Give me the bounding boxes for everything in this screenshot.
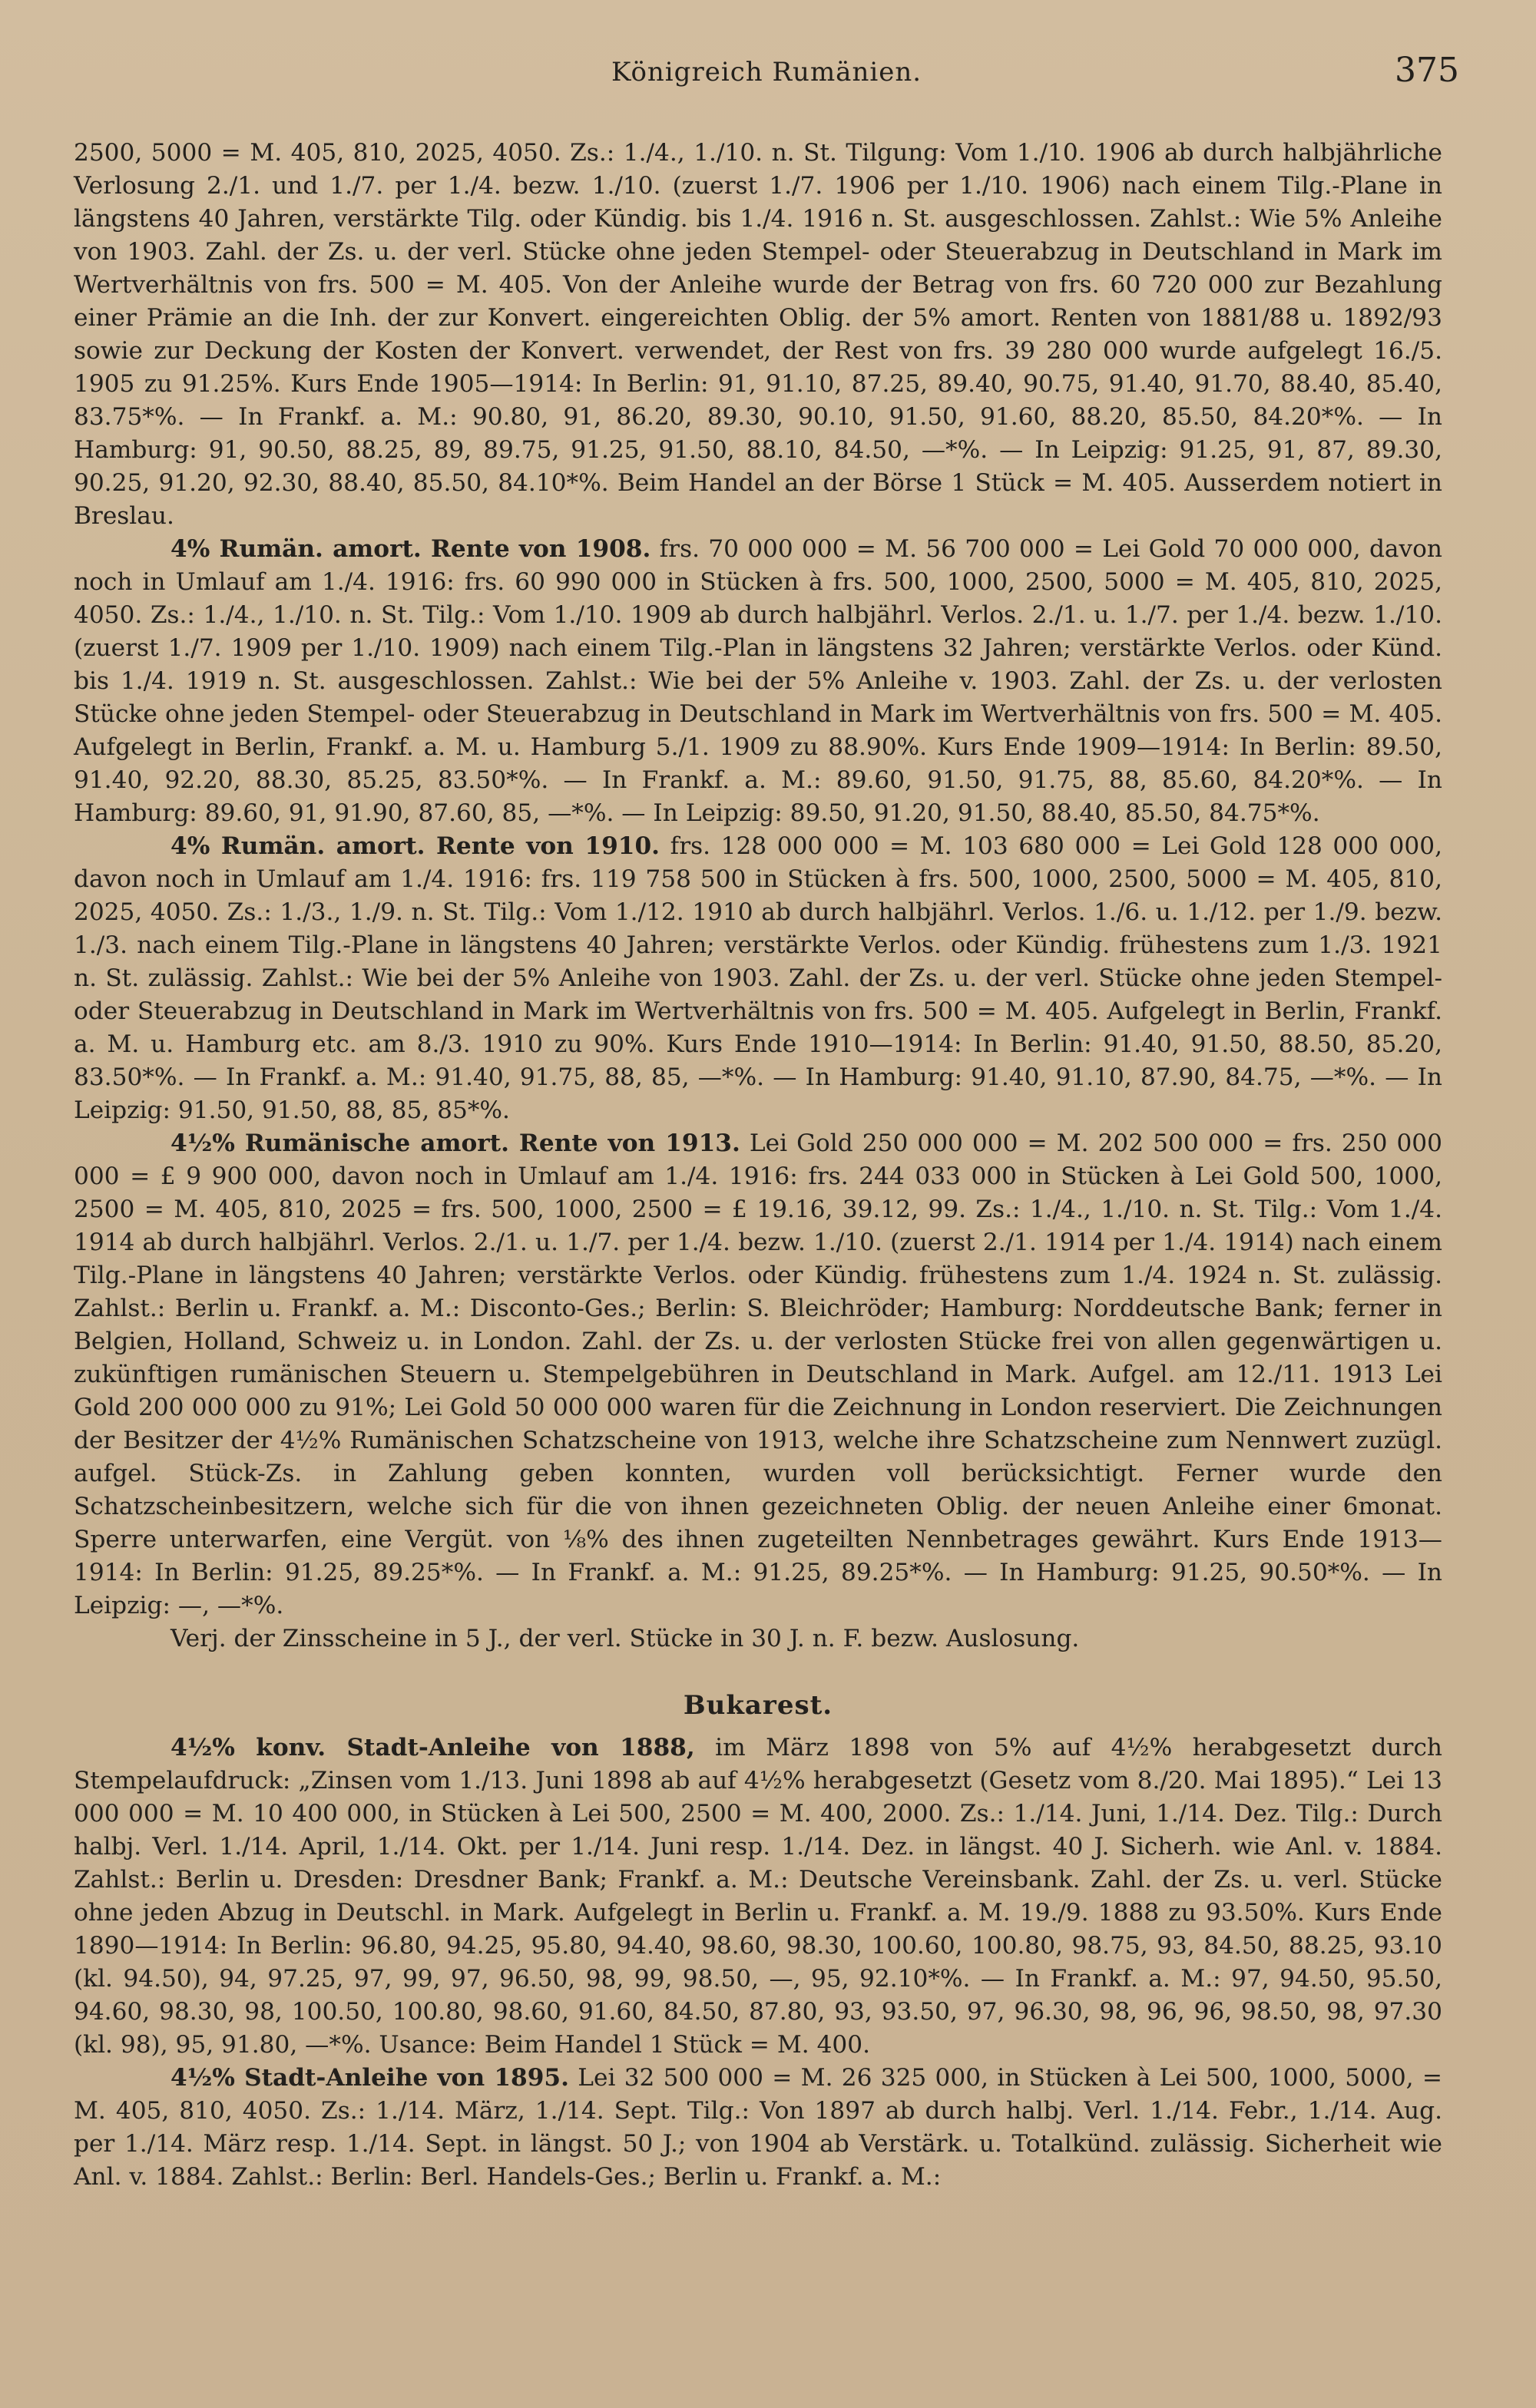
- entry-text: frs. 128 000 000 = M. 103 680 000 = Lei Gold 128 000 000, davon noch in Umlauf am 1./4. 1916: frs. 119 758 500 in Stücken à frs. 500, 1000, 2500, 5000 = M. 405, 810, 2025, 4050. Zs.: 1./3., 1./9. n. St. Tilg.: Vom 1./12. 1910 ab durch halbjährl. Verlos. 1./6. u. 1./12. per 1./9. bezw. 1./3. nach einem Tilg.-Plane in längstens 40 Jahren; verstärkte Verlos. oder Kündig. frühestens zum 1./3. 1921 n. St. zulässig. Zahlst.: Wie bei der 5% Anleihe von 1903. Zahl. der Zs. u. der verl. Stücke ohne jeden Stempel- oder Steuerabzug in Deutschland in Mark im Wertverhältnis von frs. 500 = M. 405. Aufgelegt in Berlin, Frankf. a. M. u. Hamburg etc. am 8./3. 1910 zu 90%. Kurs Ende 1910—1914: In Berlin: 91.40, 91.50, 88.50, 85.20, 83.50*%. — In Frankf. a. M.: 91.40, 91.75, 88, 85, —*%. — In Hamburg: 91.40, 91.10, 87.90, 84.75, —*%. — In Leipzig: 91.50, 91.50, 88, 85, 85*%.: [74, 832, 1442, 1124]
- entry-title: 4½% Stadt-Anleihe von 1895.: [170, 2064, 569, 2092]
- entry-title: 4½% konv. Stadt-Anleihe von 1888,: [170, 1734, 695, 1761]
- entry-text: Lei 32 500 000 = M. 26 325 000, in Stücken à Lei 500, 1000, 5000, = M. 405, 810, 4050. Zs.: 1./14. März, 1./14. Sept. Tilg.: Von 1897 ab durch halbj. Verl. 1./14. Febr., 1./14. Aug. per 1./14. März resp. 1./14. Sept. in längst. 50 J.; von 1904 ab Verstärk. u. Totalkünd. zulässig. Sicherheit wie Anl. v. 1884. Zahlst.: Berlin: Berl. Handels-Ges.; Berlin u. Frankf. a. M.:: [74, 2064, 1442, 2191]
- entry-title: 4½% Rumänische amort. Rente von 1913.: [170, 1130, 740, 1157]
- entry-text: Lei Gold 250 000 000 = M. 202 500 000 = frs. 250 000 000 = £ 9 900 000, davon noch in Umlauf am 1./4. 1916: frs. 244 033 000 in Stücken à Lei Gold 500, 1000, 2500 = M. 405, 810, 2025 = frs. 500, 1000, 2500 = £ 19.16, 39.12, 99. Zs.: 1./4., 1./10. n. St. Tilg.: Vom 1./4. 1914 ab durch halbjährl. Verlos. 2./1. u. 1./7. per 1./4. bezw. 1./10. (zuerst 2./1. 1914 per 1./4. 1914) nach einem Tilg.-Plane in längstens 40 Jahren; verstärkte Verlos. oder Kündig. frühestens zum 1./4. 1924 n. St. zulässig. Zahlst.: Berlin u. Frankf. a. M.: Disconto-Ges.; Berlin: S. Bleichröder; Hamburg: Norddeutsche Bank; ferner in Belgien, Holland, Schweiz u. in London. Zahl. der Zs. u. der verlosten Stücke frei von allen gegenwärtigen u. zukünftigen rumänischen Steuern u. Stempelgebühren in Deutschland in Mark. Aufgel. am 12./11. 1913 Lei Gold 200 000 000 zu 91%; Lei Gold 50 000 000 waren für die Zeichnung in London reserviert. Die Zeichnungen der Besitzer der 4½% Rumänischen Schatzscheine von 1913, welche ihre Schatzscheine zum Nennwert zuzügl. aufgel. Stück-Zs. in Zahlung geben konnten, wurden voll berücksichtigt. Ferner wurde den Schatzscheinbesitzern, welche sich für die von ihnen gezeichneten Oblig. der neuen Anleihe einer 6monat. Sperre unterwarfen, eine Vergüt. von ⅛% des ihnen zugeteilten Nennbetrages gewährt. Kurs Ende 1913—1914: In Berlin: 91.25, 89.25*%. — In Frankf. a. M.: 91.25, 89.25*%. — In Hamburg: 91.25, 90.50*%. — In Leipzig: —, —*%.: [74, 1130, 1442, 1619]
- page-body: [74, 137, 1442, 2194]
- page-number: 375: [1395, 51, 1459, 90]
- loan-entry-1913-note: Verj. der Zinsscheine in 5 J., der verl. Stücke in 30 J. n. F. bezw. Auslosung.: [170, 1625, 1080, 1652]
- entry-title: 4% Rumän. amort. Rente von 1908.: [170, 535, 651, 563]
- entry-title: 4% Rumän. amort. Rente von 1910.: [170, 832, 660, 860]
- page-header: [74, 51, 1459, 97]
- loan-entry-1910: [74, 830, 1442, 1127]
- loan-entry-1908: [74, 533, 1442, 830]
- running-title: Königreich Rumänien.: [611, 57, 922, 88]
- bukarest-entry-1895: [74, 2062, 1442, 2194]
- entry-text: im März 1898 von 5% auf 4½% herabgesetzt durch Stempelaufdruck: „Zinsen vom 1./13. Juni 1898 ab auf 4½% herabgesetzt (Gesetz vom 8./20. Mai 1895).“ Lei 13 000 000 = M. 10 400 000, in Stücken à Lei 500, 2500 = M. 400, 2000. Zs.: 1./14. Juni, 1./14. Dez. Tilg.: Durch halbj. Verl. 1./14. April, 1./14. Okt. per 1./14. Juni resp. 1./14. Dez. in längst. 40 J. Sicherh. wie Anl. v. 1884. Zahlst.: Berlin u. Dresden: Dresdner Bank; Frankf. a. M.: Deutsche Vereinsbank. Zahl. der Zs. u. verl. Stücke ohne jeden Abzug in Deutschl. in Mark. Aufgelegt in Berlin u. Frankf. a. M. 19./9. 1888 zu 93.50%. Kurs Ende 1890—1914: In Berlin: 96.80, 94.25, 95.80, 94.40, 98.60, 98.30, 100.60, 100.80, 98.75, 93, 84.50, 88.25, 93.10 (kl. 94.50), 94, 97.25, 97, 99, 97, 96.50, 98, 99, 98.50, —, 95, 92.10*%. — In Frankf. a. M.: 97, 94.50, 95.50, 94.60, 98.30, 98, 100.50, 100.80, 98.60, 91.60, 84.50, 87.80, 93, 93.50, 97, 96.30, 98, 96, 96, 98.50, 98, 97.30 (kl. 98), 95, 91.80, —*%. Usance: Beim Handel 1 Stück = M. 400.: [74, 1734, 1442, 2059]
- entry-text: frs. 70 000 000 = M. 56 700 000 = Lei Gold 70 000 000, davon noch in Umlauf am 1./4. 1916: frs. 60 990 000 in Stücken à frs. 500, 1000, 2500, 5000 = M. 405, 810, 2025, 4050. Zs.: 1./4., 1./10. n. St. Tilg.: Vom 1./10. 1909 ab durch halbjährl. Verlos. 2./1. u. 1./7. per 1./4. bezw. 1./10. (zuerst 1./7. 1909 per 1./10. 1909) nach einem Tilg.-Plan in längstens 32 Jahren; verstärkte Verlos. oder Künd. bis 1./4. 1919 n. St. ausgeschlossen. Zahlst.: Wie bei der 5% Anleihe v. 1903. Zahl. der Zs. u. der verlosten Stücke ohne jeden Stempel- oder Steuerabzug in Deutschland in Mark im Wertverhältnis von frs. 500 = M. 405. Aufgelegt in Berlin, Frankf. a. M. u. Hamburg 5./1. 1909 zu 88.90%. Kurs Ende 1909—1914: In Berlin: 89.50, 91.40, 92.20, 88.30, 85.25, 83.50*%. — In Frankf. a. M.: 89.60, 91.50, 91.75, 88, 85.60, 84.20*%. — In Hamburg: 89.60, 91, 91.90, 87.60, 85, —*%. — In Leipzig: 89.50, 91.20, 91.50, 88.40, 85.50, 84.75*%.: [74, 535, 1442, 827]
- intro-paragraph: 2500, 5000 = M. 405, 810, 2025, 4050. Zs.: 1./4., 1./10. n. St. Tilgung: Vom 1./10. 1906 ab durch halbjährliche Verlosung 2./1. und 1./7. per 1./4. bezw. 1./10. (zuerst 1./7. 1906 per 1./10. 1906) nach einem Tilg.-Plane in längstens 40 Jahren, verstärkte Tilg. oder Kündig. bis 1./4. 1916 n. St. ausgeschlossen. Zahlst.: Wie 5% Anleihe von 1903. Zahl. der Zs. u. der verl. Stücke ohne jeden Stempel- oder Steuerabzug in Deutschland in Mark im Wertverhältnis von frs. 500 = M. 405. Von der Anleihe wurde der Betrag von frs. 60 720 000 zur Bezahlung einer Prämie an die Inh. der zur Konvert. eingereichten Oblig. der 5% amort. Renten von 1881/88 u. 1892/93 sowie zur Deckung der Kosten der Konvert. verwendet, der Rest von frs. 39 280 000 wurde aufgelegt 16./5. 1905 zu 91.25%. Kurs Ende 1905—1914: In Berlin: 91, 91.10, 87.25, 89.40, 90.75, 91.40, 91.70, 88.40, 85.40, 83.75*%. — In Frankf. a. M.: 90.80, 91, 86.20, 89.30, 90.10, 91.50, 91.60, 88.20, 85.50, 84.20*%. — In Hamburg: 91, 90.50, 88.25, 89, 89.75, 91.25, 91.50, 88.10, 84.50, —*%. — In Leipzig: 91.25, 91, 87, 89.30, 90.25, 91.20, 92.30, 88.40, 85.50, 84.10*%. Beim Handel an der Börse 1 Stück = M. 405. Ausserdem notiert in Breslau.: [74, 139, 1442, 530]
- bukarest-entry-1888: [74, 1732, 1442, 2062]
- loan-entry-1913: [74, 1127, 1442, 1622]
- section-heading-bukarest: Bukarest.: [683, 1690, 833, 1721]
